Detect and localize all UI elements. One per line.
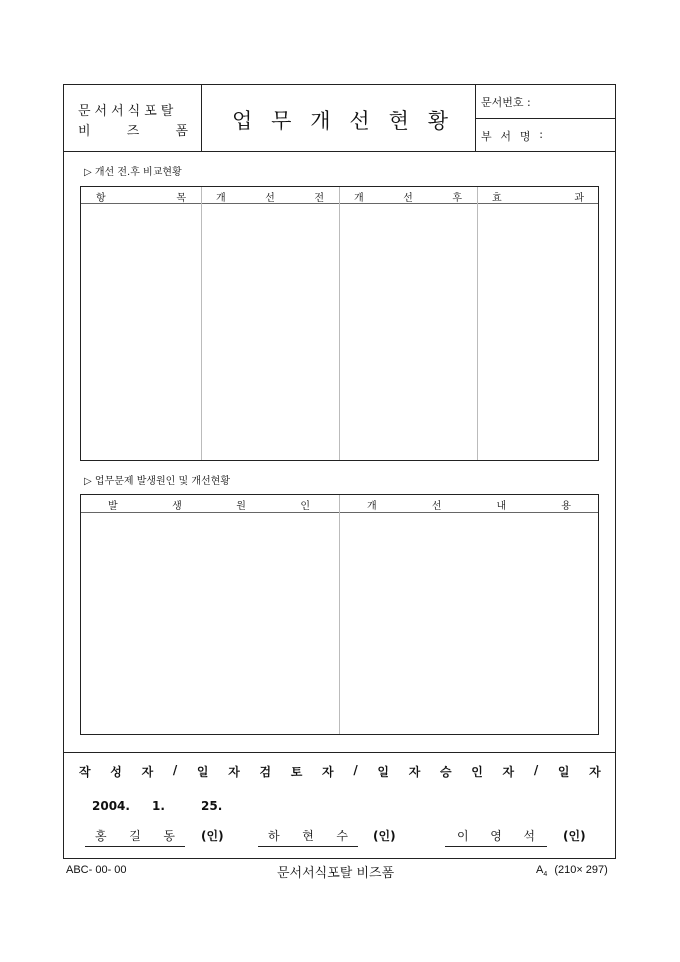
- sig-label-char: 인: [471, 765, 483, 779]
- title-char: 업: [232, 109, 253, 133]
- sig-label-char: 토: [290, 765, 303, 779]
- header-bottom-rule: [63, 151, 616, 152]
- col-header-item: [96, 189, 186, 204]
- date-year: 2004.: [92, 799, 130, 813]
- doc-number-label: 문서번호 :: [481, 96, 531, 109]
- seal-mark: (인): [201, 829, 224, 843]
- section2-title: ▷ 업무문제 발생원인 및 개선현황: [84, 476, 230, 487]
- header-char: 개: [367, 501, 377, 512]
- header-char: 목: [176, 193, 186, 204]
- header-char: 전: [314, 193, 324, 204]
- header-char: 선: [431, 501, 442, 512]
- header-char: 발: [108, 501, 118, 512]
- sig-label-char: 자: [141, 765, 154, 779]
- brand-line1: [78, 100, 188, 119]
- brand-line2: [78, 120, 188, 139]
- dept-char: 명: [519, 130, 531, 143]
- header-divider-left: [201, 84, 202, 151]
- sig-label-char: 자: [322, 765, 334, 779]
- dept-char: :: [539, 128, 543, 141]
- signature-top-rule: [63, 752, 616, 753]
- sig-label-char: 자: [589, 765, 601, 779]
- signer-char: 석: [523, 829, 535, 843]
- sig-label-char: 작: [79, 765, 91, 779]
- sig-label-char: 일: [557, 765, 570, 779]
- sig-label-char: 자: [408, 765, 421, 779]
- signer-approver: [445, 827, 547, 847]
- col-divider: [339, 495, 340, 734]
- brand-char: 비: [78, 124, 91, 139]
- header-char: 선: [403, 193, 413, 204]
- sig-label-char: 자: [502, 765, 515, 779]
- brand-char: 폼: [175, 124, 188, 139]
- header-char: 원: [236, 501, 246, 512]
- col-divider: [477, 187, 478, 460]
- form-code: ABC- 00- 00: [66, 864, 127, 876]
- footer-brand: 문서서식포탈 비즈폼: [277, 866, 395, 881]
- header-char: 효: [492, 193, 502, 204]
- col-divider: [339, 187, 340, 460]
- header-char: 항: [96, 193, 106, 204]
- paper-size-dims: (210× 297): [554, 864, 608, 876]
- dept-label: [481, 128, 543, 144]
- brand-name: 문서서식포탈: [78, 104, 178, 119]
- seal-mark: (인): [563, 829, 586, 843]
- header-char: 생: [172, 501, 182, 512]
- section1-title: ▷ 개선 전.후 비교현황: [84, 167, 182, 178]
- sig-label-char: /: [172, 763, 178, 777]
- col-header-before: [216, 189, 324, 204]
- header-char: 후: [452, 193, 462, 204]
- title-char: 선: [349, 109, 370, 133]
- signer-char: 영: [490, 829, 502, 843]
- sig-label-char: 자: [228, 765, 240, 779]
- col-header-cause: [108, 497, 310, 512]
- seal-mark: (인): [373, 829, 396, 843]
- signer-char: 길: [129, 829, 141, 843]
- sig-label-char: 일: [377, 765, 389, 779]
- signer-char: 현: [302, 829, 314, 843]
- signer-char: 홍: [95, 829, 107, 843]
- dept-char: 서: [500, 130, 512, 143]
- header-char: 개: [216, 193, 226, 204]
- sig-label-char: 검: [259, 765, 272, 779]
- date-day: 25.: [201, 799, 223, 813]
- title-char: 황: [427, 109, 448, 133]
- sig-label-char: 성: [110, 765, 122, 779]
- col-header-effect: [492, 189, 584, 204]
- paper-size-sub: 4: [543, 871, 548, 879]
- signer-char: 하: [268, 829, 280, 843]
- signer-author: [85, 827, 185, 847]
- signer-char: 동: [163, 829, 175, 843]
- header-char: 용: [561, 501, 571, 512]
- title-char: 개: [310, 109, 331, 133]
- header-char: 인: [300, 501, 310, 512]
- sig-label-char: 일: [196, 765, 209, 779]
- sig-label-char: /: [533, 763, 539, 777]
- signer-char: 수: [336, 829, 348, 843]
- col-divider: [201, 187, 202, 460]
- title-char: 현: [388, 109, 409, 133]
- date-month: 1.: [152, 799, 165, 813]
- dept-char: 부: [481, 130, 492, 143]
- col-header-improvement: [367, 497, 571, 512]
- col-header-after: [354, 189, 462, 204]
- header-char: 내: [496, 501, 507, 512]
- brand-block: [78, 100, 188, 139]
- signer-char: 이: [457, 829, 469, 843]
- header-char: 개: [354, 193, 364, 204]
- header-char: 선: [265, 193, 275, 204]
- signature-labels: [79, 763, 601, 780]
- brand-char: 즈: [126, 124, 140, 139]
- header-info-rule: [475, 118, 616, 119]
- signer-reviewer: [258, 827, 358, 847]
- page-title: [232, 105, 448, 135]
- sig-label-char: 승: [439, 765, 452, 779]
- paper-size: [536, 864, 608, 878]
- title-char: 무: [271, 109, 292, 133]
- paper-size-letter: A: [536, 864, 544, 876]
- header-char: 과: [574, 193, 584, 204]
- sig-label-char: /: [353, 763, 358, 777]
